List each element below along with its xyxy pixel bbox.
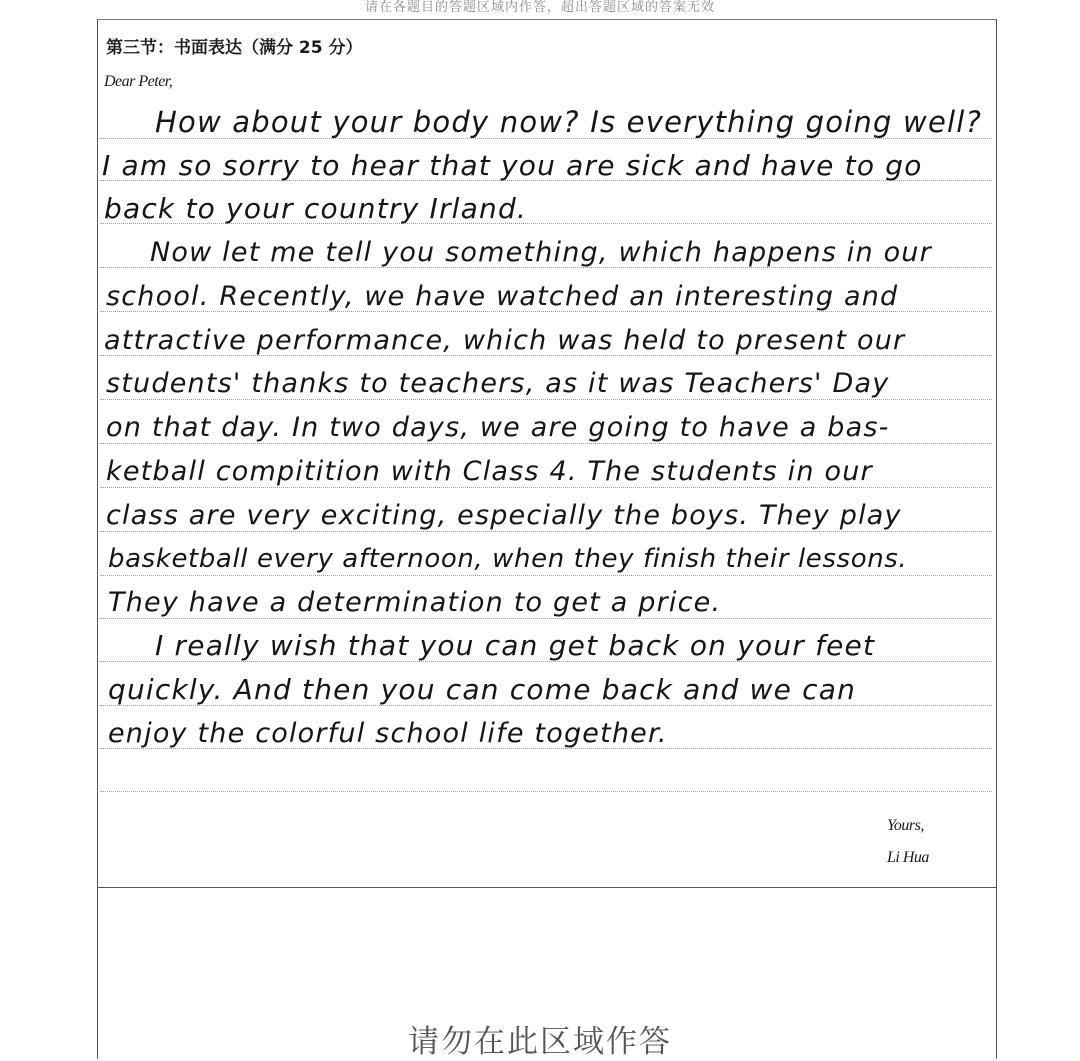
writing-rule bbox=[100, 791, 992, 792]
no-answer-zone-label: 请勿在此区域作答 bbox=[408, 1024, 672, 1060]
handwritten-line: enjoy the colorful school life together. bbox=[108, 718, 668, 749]
letter-greeting: Dear Peter, bbox=[104, 73, 173, 90]
handwritten-line: back to your country Irland. bbox=[104, 192, 528, 225]
handwritten-line: basketball every afternoon, when they finish their lessons. bbox=[108, 544, 908, 574]
handwritten-line: on that day. In two days, we are going to have a bas- bbox=[106, 412, 890, 443]
handwritten-line: How about your body now? Is everything going well? bbox=[155, 105, 983, 139]
letter-closing: Yours, bbox=[887, 817, 924, 834]
writing-rule bbox=[100, 487, 992, 488]
writing-rule bbox=[100, 618, 992, 619]
section-title: 第三节：书面表达（满分 25 分） bbox=[106, 38, 363, 58]
handwritten-line: Now let me tell you something, which happens in our bbox=[150, 237, 932, 268]
handwritten-line: quickly. And then you can come back and we can bbox=[108, 673, 857, 706]
handwritten-line: attractive performance, which was held to present our bbox=[104, 325, 906, 356]
handwritten-line: class are very exciting, especially the boys. They play bbox=[106, 500, 902, 531]
handwritten-line: I am so sorry to hear that you are sick and have to go bbox=[102, 149, 923, 182]
writing-rule bbox=[100, 531, 992, 532]
handwritten-line: ketball compitition with Class 4. The students in our bbox=[106, 456, 873, 487]
letter-signature: Li Hua bbox=[887, 849, 929, 866]
answer-area-notice: 请在各题目的答题区域内作答，超出答题区域的答案无效 bbox=[364, 0, 715, 15]
handwritten-line: students' thanks to teachers, as it was Teachers' Day bbox=[106, 368, 890, 399]
answer-area-divider bbox=[97, 887, 997, 888]
writing-rule bbox=[100, 443, 992, 444]
writing-rule bbox=[100, 575, 992, 576]
handwritten-line: school. Recently, we have watched an interesting and bbox=[106, 281, 899, 312]
writing-rule bbox=[100, 399, 992, 400]
handwritten-line: They have a determination to get a price. bbox=[108, 587, 722, 618]
handwritten-line: I really wish that you can get back on your feet bbox=[155, 629, 876, 662]
